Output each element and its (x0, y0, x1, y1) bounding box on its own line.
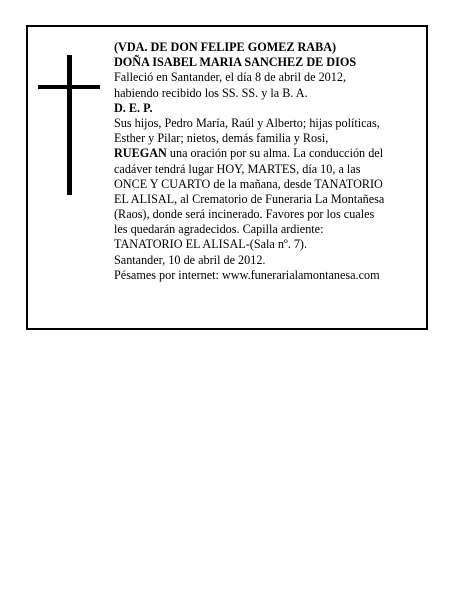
notice-text-bold: (VDA. DE DON FELIPE GOMEZ RABA) (114, 40, 337, 54)
notice-text: TANATORIO EL ALISAL-(Sala nº. 7). (114, 237, 308, 252)
notice-text: Falleció en Santander, el día 8 de abril de 2012, (114, 70, 347, 85)
notice-line (114, 146, 424, 161)
notice-text-bold: D. E. P. (114, 100, 153, 115)
notice-line (114, 253, 424, 268)
notice-text-bold: DOÑA ISABEL MARIA SANCHEZ DE DIOS (114, 55, 357, 70)
notice-line (114, 86, 424, 101)
notice-line (114, 237, 424, 252)
notice-line (114, 40, 424, 55)
notice-line (114, 268, 424, 283)
notice-text: EL ALISAL, al Crematorio de Funeraria La Montañesa (114, 191, 385, 206)
notice-text: les quedarán agradecidos. Capilla ardiente: (114, 222, 324, 237)
notice-line (114, 55, 424, 70)
notice-line (114, 162, 424, 177)
cross-horizontal-bar (38, 85, 100, 89)
notice-line (114, 70, 424, 85)
notice-line (114, 222, 424, 237)
notice-text: (Raos), donde será incinerado. Favores por los cuales (114, 207, 375, 222)
notice-line (114, 207, 424, 222)
obituary-text (114, 40, 424, 283)
notice-text: habiendo recibido los SS. SS. y la B. A. (114, 85, 308, 100)
notice-line (114, 116, 424, 131)
notice-text: Sus hijos, Pedro María, Raúl y Alberto; hijas políticas, (114, 115, 380, 130)
notice-text: ONCE Y CUARTO de la mañana, desde TANATORIO (114, 176, 383, 191)
obituary-notice (26, 25, 428, 330)
notice-text: cadáver tendrá lugar HOY, MARTES, día 10, a las (114, 161, 361, 176)
notice-text: Esther y Pilar; nietos, demás familia y Rosi, (114, 131, 329, 146)
notice-text: una oración por su alma. La conducción del (166, 146, 384, 161)
notice-line (114, 192, 424, 207)
cross-vertical-bar (67, 55, 72, 195)
notice-line (114, 177, 424, 192)
notice-line (114, 131, 424, 146)
notice-text: Pésames por internet: www.funerarialamontanesa.com (114, 267, 380, 282)
notice-line (114, 101, 424, 116)
notice-text-bold: RUEGAN (114, 146, 167, 161)
notice-text: Santander, 10 de abril de 2012. (114, 252, 266, 267)
